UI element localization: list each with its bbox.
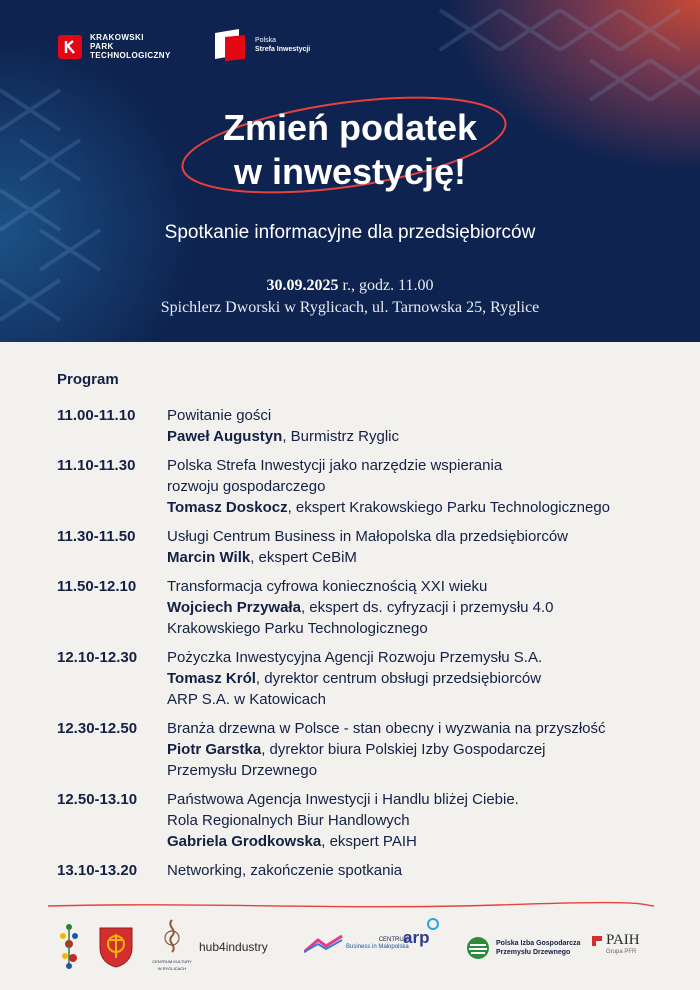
speaker-name: Piotr Garstka (167, 741, 262, 758)
agenda-line: Tomasz Król, dyrektor centrum obsługi przedsiębiorców (167, 670, 542, 687)
agenda-line: Rola Regionalnych Biur Handlowych (167, 812, 410, 829)
kpt-logo-icon (58, 35, 82, 59)
psi-logo-line2: Strefa Inwestycji (255, 46, 311, 53)
hero-banner (0, 0, 700, 342)
cebim-icon (304, 934, 344, 954)
agenda-item (57, 789, 677, 852)
speaker-name: Paweł Augustyn (167, 428, 283, 445)
event-title: Zmień podatek w inwestycję! (222, 107, 478, 192)
event-date: 30.09.2025 r., godz. 11.00 (266, 277, 434, 294)
cebim-logo: CENTRUM Business in Małopolska (304, 934, 409, 954)
agenda-line: Wojciech Przywała, ekspert ds. cyfryzacji i przemysłu 4.0 (167, 599, 554, 616)
agenda-item (57, 526, 677, 568)
event-subtitle: Spotkanie informacyjne dla przedsiębiorców (164, 222, 536, 243)
agenda-content (167, 647, 542, 710)
psi-logo (213, 29, 310, 61)
agenda-content (167, 455, 610, 518)
agenda-content (167, 576, 554, 639)
agenda-time: 11.50-12.10 (57, 578, 137, 595)
agenda-content (167, 405, 399, 447)
agenda-line: Pożyczka Inwestycyjna Agencji Rozwoju Przemysłu S.A. (167, 649, 543, 666)
agenda-line: Transformacja cyfrowa koniecznością XXI wieku (167, 578, 488, 595)
hub4industry-logo: hub4industry (199, 940, 268, 954)
speaker-name: Wojciech Przywała (167, 599, 301, 616)
speaker-name: Marcin Wilk (167, 549, 251, 566)
agenda-list (57, 405, 677, 889)
arp-icon (427, 918, 439, 948)
agenda-item (57, 455, 677, 518)
agenda-line: Polska Strefa Inwestycji jako narzędzie wspierania (167, 457, 503, 474)
ryglice-folk-emblem-icon (58, 922, 80, 970)
pigpd-logo: Polska Izba Gospodarcza Przemysłu Drzewnego (466, 936, 580, 960)
agenda-line: Państwowa Agencja Inwestycji i Handlu bliżej Ciebie. (167, 791, 519, 808)
agenda-content (167, 718, 606, 781)
agenda-line: Powitanie gości (167, 407, 272, 424)
partner-logos (56, 918, 656, 976)
agenda-line: Branża drzewna w Polsce - stan obecny i wyzwania na przyszłość (167, 720, 606, 737)
agenda-line: Usługi Centrum Business in Małopolska dla przedsiębiorców (167, 528, 569, 545)
agenda-line: Piotr Garstka, dyrektor biura Polskiej Izby Gospodarczej (167, 741, 546, 758)
agenda-content (167, 789, 519, 852)
agenda-time: 12.50-13.10 (57, 791, 138, 808)
event-venue: Spichlerz Dworski w Ryglicach, ul. Tarnowska 25, Ryglice (160, 299, 540, 316)
agenda-time: 12.30-12.50 (57, 720, 138, 737)
paih-icon (590, 934, 604, 948)
agenda-item (57, 576, 677, 639)
paih-logo: PAIH Grupa PFR (590, 932, 640, 955)
pigpd-icon (466, 936, 490, 960)
agenda-line: Paweł Augustyn, Burmistrz Ryglic (167, 428, 399, 445)
agenda-line: Tomasz Doskocz, ekspert Krakowskiego Parku Technologicznego (167, 499, 610, 516)
agenda-line: Marcin Wilk, ekspert CeBiM (167, 549, 357, 566)
agenda-content (167, 526, 568, 568)
kpt-logo (58, 33, 200, 60)
agenda-time: 11.10-11.30 (57, 457, 136, 474)
ryglice-coat-of-arms-icon (98, 926, 134, 968)
speaker-name: Tomasz Król (167, 670, 256, 687)
agenda-line: ARP S.A. w Katowicach (167, 691, 326, 708)
centrum-kultury-logo: CENTRUM KULTURY W RYGLICACH (150, 918, 194, 972)
psi-logo-line1: Polska (255, 37, 277, 44)
agenda-line: Przemysłu Drzewnego (167, 762, 318, 779)
psi-logo-icon (213, 29, 247, 61)
kpt-logo-text: KRAKOWSKI PARK TECHNOLOGICZNY (90, 33, 171, 60)
agenda-item (57, 718, 677, 781)
agenda-item (57, 860, 677, 881)
speaker-name: Gabriela Grodkowska (167, 833, 322, 850)
centrum-kultury-icon (160, 918, 184, 958)
wavy-divider (48, 900, 654, 912)
agenda-line: Networking, zakończenie spotkania (167, 862, 403, 879)
agenda-line: Krakowskiego Parku Technologicznego (167, 620, 428, 637)
agenda-item (57, 405, 677, 447)
agenda-content (167, 860, 402, 881)
agenda-item (57, 647, 677, 710)
agenda-time: 11.00-11.10 (57, 407, 136, 424)
speaker-name: Tomasz Doskocz (167, 499, 288, 516)
program-heading: Program (57, 371, 119, 388)
agenda-line: rozwoju gospodarczego (167, 478, 326, 495)
agenda-line: Gabriela Grodkowska, ekspert PAIH (167, 833, 417, 850)
agenda-time: 12.10-12.30 (57, 649, 138, 666)
arp-logo: arp (403, 928, 439, 948)
agenda-time: 11.30-11.50 (57, 528, 136, 545)
agenda-time: 13.10-13.20 (57, 862, 138, 879)
